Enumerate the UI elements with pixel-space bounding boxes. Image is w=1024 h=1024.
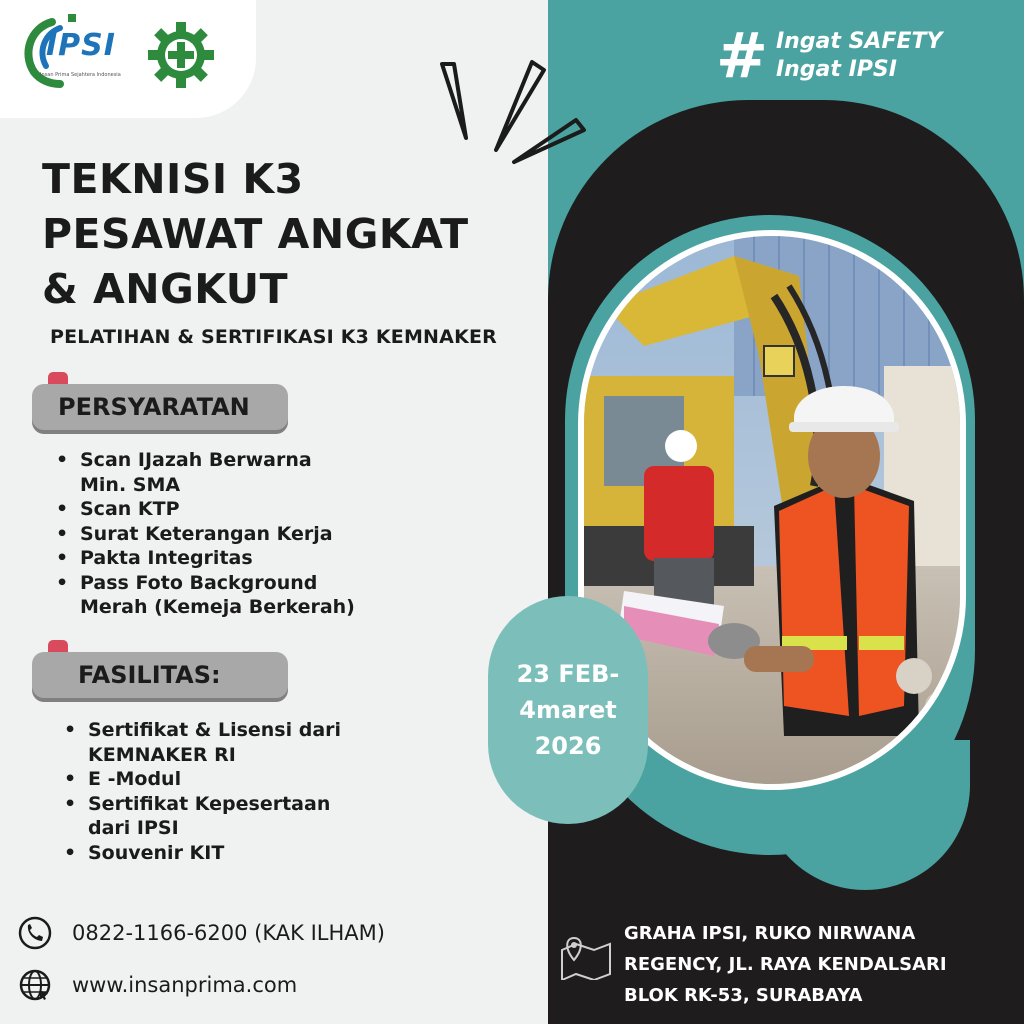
address-block <box>558 918 947 1011</box>
list-item: • Scan IJazah Berwarna Min. SMA <box>52 448 355 497</box>
page-title <box>42 152 469 317</box>
date-line: 4maret <box>519 696 617 724</box>
facilities-heading <box>32 652 288 698</box>
address-line: GRAHA IPSI, RUKO NIRWANA <box>624 923 916 944</box>
list-item: • Souvenir KIT <box>60 841 341 866</box>
address-line: BLOK RK-53, SURABAYA <box>624 985 863 1006</box>
logo-card <box>0 0 256 118</box>
phone-icon <box>18 916 52 950</box>
date-line: 23 FEB- <box>516 660 620 688</box>
globe-icon <box>18 968 52 1002</box>
address-line: REGENCY, JL. RAYA KENDALSARI <box>624 954 947 975</box>
hashtag-block <box>716 19 943 92</box>
hashtag-line: Ingat IPSI <box>775 57 897 82</box>
facilities-heading-text: FASILITAS: <box>78 661 221 689</box>
list-item: • Surat Keterangan Kerja <box>52 522 355 547</box>
title-line: TEKNISI K3 <box>42 155 304 203</box>
list-item: • Pakta Integritas <box>52 546 355 571</box>
phone-number: 0822-1166-6200 (KAK ILHAM) <box>72 921 385 945</box>
requirements-heading <box>32 384 288 430</box>
ipsi-logo-text: IPSI <box>46 28 116 63</box>
facilities-list <box>60 718 341 865</box>
date-line: 2026 <box>534 732 602 760</box>
list-item: • Sertifikat & Lisensi dari KEMNAKER RI <box>60 718 341 767</box>
website-contact[interactable] <box>18 968 297 1002</box>
list-item: • Pass Foto Background Merah (Kemeja Berkerah) <box>52 571 355 620</box>
hashtag-icon: # <box>716 19 768 92</box>
map-pin-icon <box>558 936 614 980</box>
phone-contact[interactable] <box>18 916 385 950</box>
website-link: www.insanprima.com <box>72 973 298 997</box>
title-line: PESAWAT ANGKAT <box>42 210 469 258</box>
hashtag-line: Ingat SAFETY <box>775 29 943 54</box>
list-item: • Scan KTP <box>52 497 355 522</box>
ipsi-logo-tagline: Insan Prima Sejahtera Indonesia <box>40 72 121 78</box>
title-line: & ANGKUT <box>42 265 289 313</box>
page-subtitle: PELATIHAN & SERTIFIKASI K3 KEMNAKER <box>50 326 497 348</box>
requirements-heading-text: PERSYARATAN <box>58 393 250 421</box>
list-item: • E -Modul <box>60 767 341 792</box>
requirements-list <box>52 448 355 620</box>
date-badge <box>488 596 648 824</box>
list-item: • Sertifikat Kepesertaan dari IPSI <box>60 792 341 841</box>
gear-plus-icon <box>148 22 214 88</box>
